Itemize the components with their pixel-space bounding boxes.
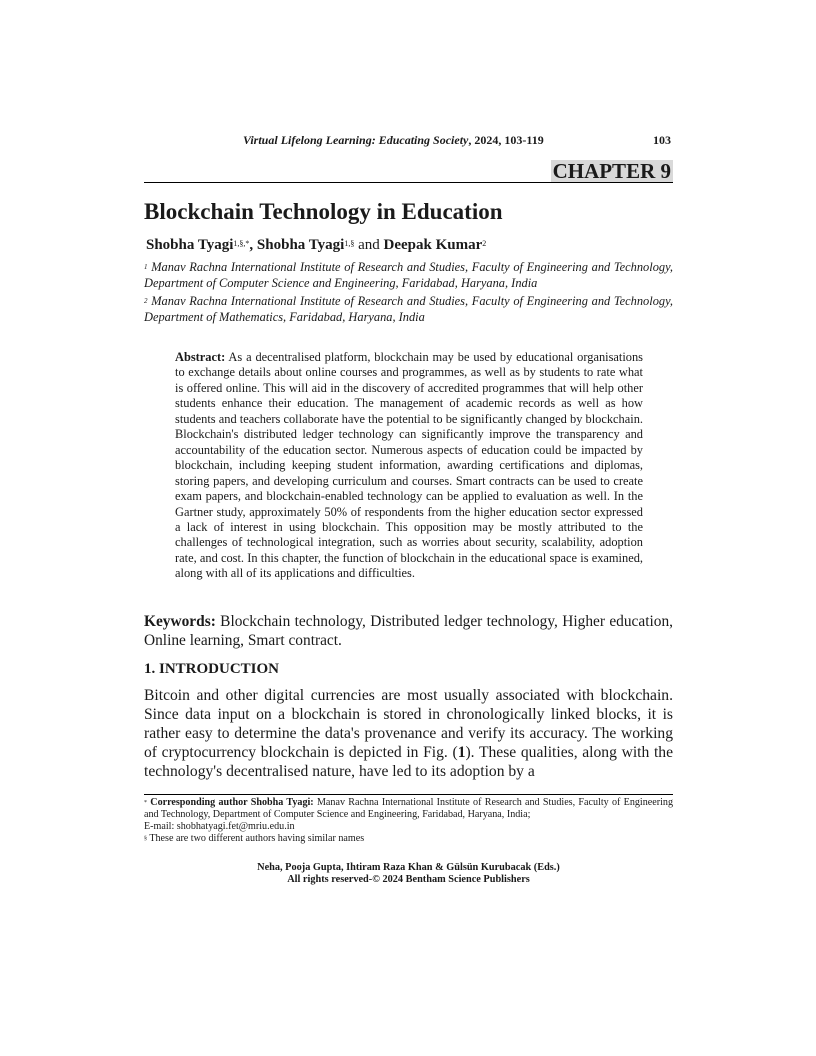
keywords-label: Keywords:: [144, 613, 216, 630]
editors-line: Neha, Pooja Gupta, Ihtiram Raza Khan & Gülsün Kurubacak (Eds.): [257, 862, 560, 873]
affiliation-2: [144, 293, 673, 325]
abstract-label: Abstract:: [175, 350, 226, 364]
affiliation-text: Manav Rachna International Institute of Research and Studies, Faculty of Engineering and Technology, Department of Mathematics, Faridabad, Haryana, India: [144, 294, 673, 324]
page-number: 103: [653, 133, 671, 147]
abstract: [175, 350, 643, 582]
section-heading: 1. INTRODUCTION: [144, 661, 280, 677]
author-name: Shobha Tyagi: [146, 237, 234, 253]
copyright-line: All rights reserved-© 2024 Bentham Science Publishers: [287, 874, 530, 885]
author-separator: ,: [249, 237, 257, 253]
body-paragraph: [144, 686, 673, 781]
affiliation-number: 1: [144, 263, 148, 271]
author-note-text: These are two different authors having similar names: [147, 833, 365, 844]
author-affiliation-marks: 1,§,*: [233, 239, 250, 248]
abstract-text: As a decentralised platform, blockchain may be used by educational organisations to exchange details about online courses and programmes, as well as by students to rate what is offered online. This will aid in the discovery of accredited programmes that will help other students enhance their education. The management of academic records as well as how students and teachers collaborate have the potential to be significantly changed by blockchain. Blockchain's distributed ledger technology can significantly improve the transparency and accountability of the education sector. Numerous aspects of education could be impacted by blockchain, including keeping student information, awarding certifications and diplomas, storing papers, and developing curriculum and courses. Smart contracts can be used to create exam papers, and blockchain-enabled technology can be applied to evaluation as well. In the Gartner study, approximately 50% of respondents from the higher education sector expressed a lack of interest in using blockchain. This opposition may be mostly attributed to the challenges of technological integration, such as worries about security, scalability, adoption rate, and cost. In this chapter, the function of blockchain in the educational space is examined, along with all of its applications and difficulties.: [175, 350, 643, 581]
author-name: Deepak Kumar: [383, 237, 483, 253]
corresponding-author-text: Manav Rachna International Institute of Research and Studies, Faculty of Engineering and Technology, Department of Computer Science and Engineering, Faridabad, Haryana, India;: [144, 797, 674, 820]
author-note: [144, 833, 673, 845]
author-affiliation-marks: 1,§: [344, 239, 355, 248]
keywords: [144, 612, 673, 650]
author-affiliation-marks: 2: [482, 239, 487, 248]
body-text-before-ref: Bitcoin and other digital currencies are most usually associated with blockchain. Since data input on a blockchain is stored in chronologically linked blocks, it is rather easy to determine the data's provenance and verify its accuracy. The working of cryptocurrency blockchain is depicted in Fig. (: [144, 687, 673, 761]
publisher-info: [144, 862, 673, 886]
running-head: [144, 133, 673, 149]
journal-citation: [243, 133, 544, 148]
journal-name: Virtual Lifelong Learning: Educating Society: [243, 133, 469, 147]
author-name: Shobha Tyagi: [256, 237, 345, 253]
header-rule: [144, 182, 673, 183]
footnote-mark: *: [144, 800, 147, 806]
footnote-mark: §: [144, 836, 147, 842]
email-line[interactable]: E-mail: shobhatyagi.fet@mriu.edu.in: [144, 821, 295, 832]
footnote-rule: [144, 794, 673, 795]
journal-year-pages: , 2024, 103-119: [468, 133, 544, 147]
corresponding-author-note: [144, 797, 673, 821]
figure-reference[interactable]: 1: [457, 744, 466, 761]
chapter-title: Blockchain Technology in Education: [144, 199, 503, 224]
body-text-after-ref: ). These qualities, along with the technology's decentralised nature, have led to its adoption by a: [144, 744, 674, 780]
footnotes: [144, 797, 673, 845]
affiliation-1: [144, 259, 673, 291]
affiliation-number: 2: [144, 297, 148, 305]
keywords-text: Blockchain technology, Distributed ledger technology, Higher education, Online learning, Smart contract.: [144, 613, 673, 649]
author-list: [146, 236, 486, 254]
chapter-label: CHAPTER 9: [552, 159, 671, 183]
author-separator: and: [354, 237, 384, 253]
corresponding-author-label: Corresponding author Shobha Tyagi:: [147, 797, 314, 808]
affiliation-text: Manav Rachna International Institute of Research and Studies, Faculty of Engineering and Technology, Department of Computer Science and Engineering, Faridabad, Haryana, India: [144, 260, 673, 290]
